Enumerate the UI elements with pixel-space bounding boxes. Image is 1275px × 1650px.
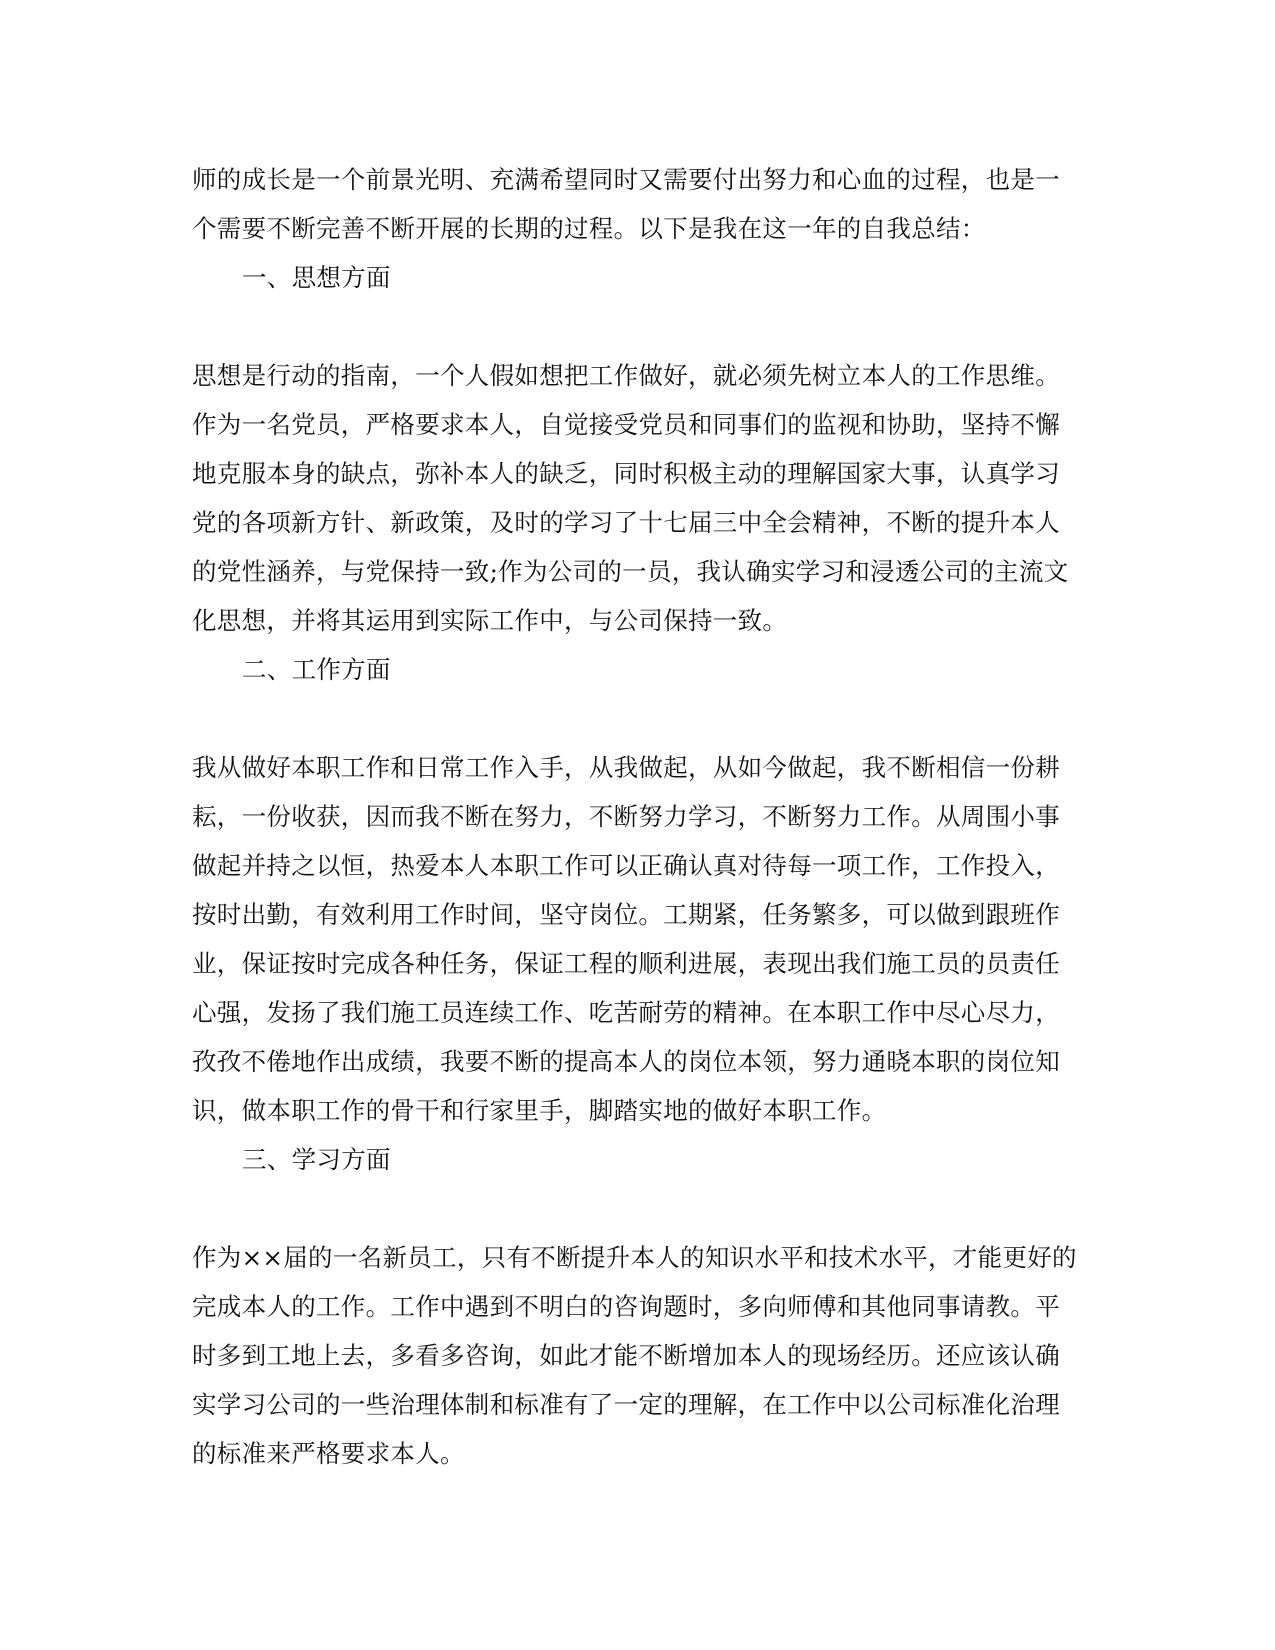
text-line: 实学习公司的一些治理体制和标准有了一定的理解，在工作中以公司标准化治理: [192, 1390, 1060, 1419]
text-line: 党的各项新方针、新政策，及时的学习了十七届三中全会精神，不断的提升本人: [192, 508, 1060, 537]
section-thought: [192, 253, 1082, 645]
text-line: 按时出勤，有效利用工作时间，坚守岗位。工期紧，任务繁多，可以做到跟班作: [192, 900, 1060, 929]
text-line: 做起并持之以恒，热爱本人本职工作可以正确认真对待每一项工作，工作投入，: [192, 851, 1060, 880]
paragraph-gap: [192, 302, 1082, 351]
section-study: [192, 1135, 1082, 1478]
text-line: 师的成长是一个前景光明、充满希望同时又需要付出努力和心血的过程，也是一: [192, 165, 1060, 194]
section-heading: 三、学习方面: [242, 1145, 391, 1174]
paragraph-gap: [192, 694, 1082, 743]
text-line: 孜孜不倦地作出成绩，我要不断的提高本人的岗位本领，努力通晓本职的岗位知: [192, 1047, 1060, 1076]
section-work: [192, 645, 1082, 1135]
text-line: 完成本人的工作。工作中遇到不明白的咨询题时，多向师傅和其他同事请教。平: [192, 1292, 1060, 1321]
text-line: 作为××届的一名新员工，只有不断提升本人的知识水平和技术水平，才能更好的: [192, 1243, 1077, 1272]
text-line: 的党性涵养，与党保持一致;作为公司的一员，我认确实学习和浸透公司的主流文: [192, 557, 1069, 586]
document-body: [192, 155, 1082, 1478]
paragraph-gap: [192, 1184, 1082, 1233]
text-line: 思想是行动的指南，一个人假如想把工作做好，就必须先树立本人的工作思维。: [192, 361, 1060, 390]
text-line: 业，保证按时完成各种任务，保证工程的顺利进展，表现出我们施工员的员责任: [192, 949, 1060, 978]
section-heading: 二、工作方面: [242, 655, 391, 684]
text-line: 我从做好本职工作和日常工作入手，从我做起，从如今做起，我不断相信一份耕: [192, 753, 1060, 782]
text-line: 作为一名党员，严格要求本人，自觉接受党员和同事们的监视和协助，坚持不懈: [192, 410, 1060, 439]
text-line: 地克服本身的缺点，弥补本人的缺乏，同时积极主动的理解国家大事，认真学习: [192, 459, 1060, 488]
intro-paragraph: [192, 155, 1082, 253]
section-heading: 一、思想方面: [242, 263, 391, 292]
text-line: 耘，一份收获，因而我不断在努力，不断努力学习，不断努力工作。从周围小事: [192, 802, 1060, 831]
text-line: 化思想，并将其运用到实际工作中，与公司保持一致。: [192, 606, 788, 635]
text-line: 个需要不断完善不断开展的长期的过程。以下是我在这一年的自我总结：: [192, 214, 986, 243]
text-line: 时多到工地上去，多看多咨询，如此才能不断增加本人的现场经历。还应该认确: [192, 1341, 1060, 1370]
text-line: 的标准来严格要求本人。: [192, 1439, 465, 1468]
text-line: 心强，发扬了我们施工员连续工作、吃苦耐劳的精神。在本职工作中尽心尽力，: [192, 998, 1060, 1027]
text-line: 识，做本职工作的骨干和行家里手，脚踏实地的做好本职工作。: [192, 1096, 887, 1125]
